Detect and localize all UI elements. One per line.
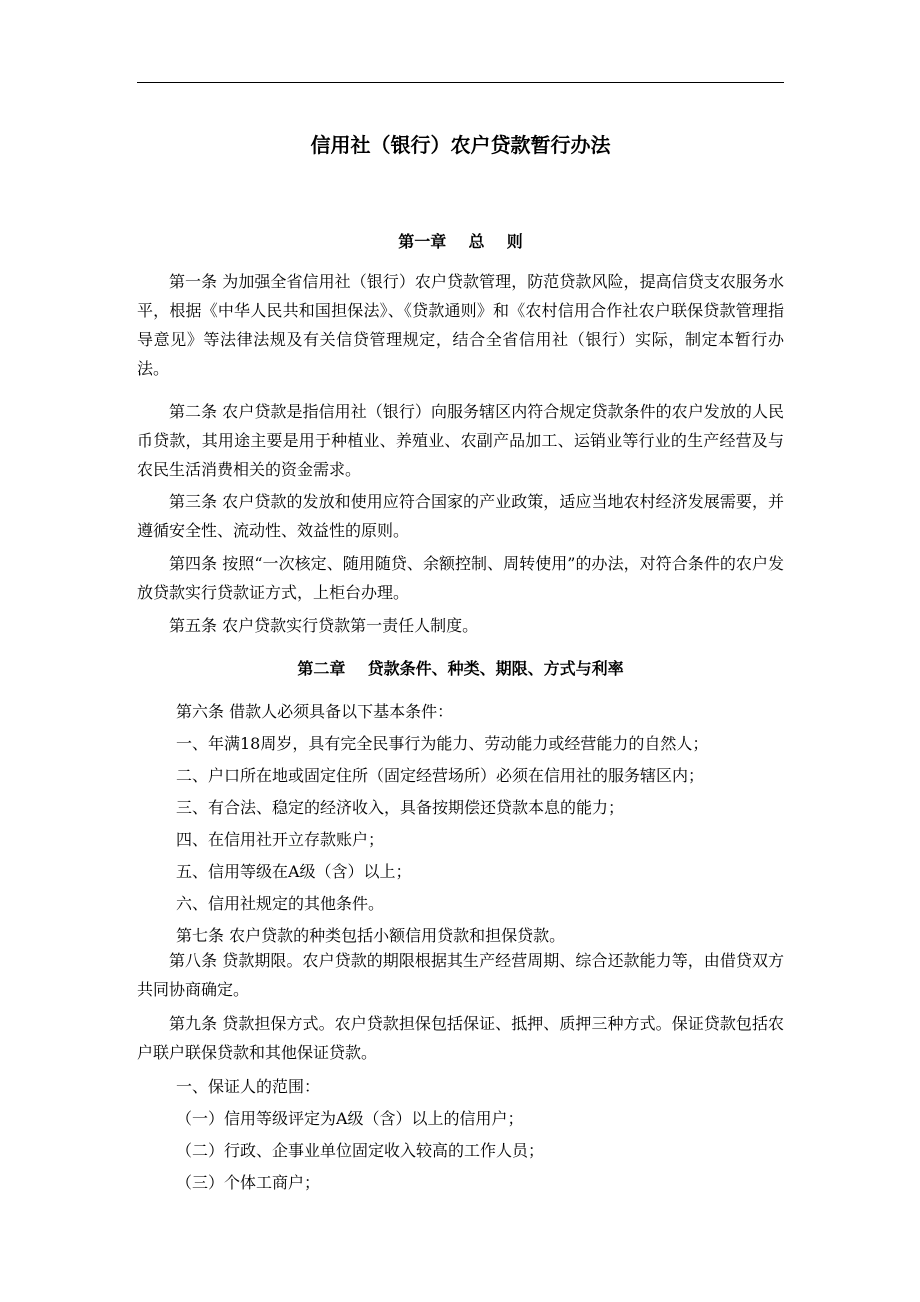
chapter-heading-2: 第二章 贷款条件、种类、期限、方式与利率: [297, 659, 624, 678]
guarantor-item: （一）信用等级评定为A级（含）以上的信用户；: [176, 1109, 524, 1128]
article-1: 第一条 为加强全省信用社（银行）农户贷款管理，防范贷款风险，提高信贷支农服务水平，根据《中华人民共和国担保法》、《贷款通则》和《农村信用合作社农户联保贷款管理指导意见》等法律法规及有关信贷管理规定，结合全省信用社（银行）实际，制定本暂行办法。: [137, 272, 784, 378]
chapter-heading-1: 第一章 总 则: [398, 232, 523, 251]
header-rule: [137, 82, 784, 83]
article-2: 第二条 农户贷款是指信用社（银行）向服务辖区内符合规定贷款条件的农户发放的人民币贷款，其用途主要是用于种植业、养殖业、农副产品加工、运销业等行业的生产经营及与农民生活消费相关的资金需求。: [137, 402, 784, 479]
condition-item: 三、有合法、稳定的经济收入，具备按期偿还贷款本息的能力；: [176, 798, 625, 817]
article-7: 第七条 农户贷款的种类包括小额信用贷款和担保贷款。: [176, 926, 566, 945]
guarantor-item: （二）行政、企事业单位固定收入较高的工作人员；: [176, 1141, 545, 1160]
condition-item: 五、信用等级在A级（含）以上；: [176, 862, 412, 881]
article-5: 第五条 农户贷款实行贷款第一责任人制度。: [169, 616, 479, 635]
article-6: 第六条 借款人必须具备以下基本条件：: [176, 702, 454, 721]
document-title: 信用社（银行）农户贷款暂行办法: [310, 133, 611, 157]
condition-item: 二、户口所在地或固定住所（固定经营场所）必须在信用社的服务辖区内；: [176, 766, 705, 785]
article-8: 第八条 贷款期限。农户贷款的期限根据其生产经营周期、综合还款能力等，由借贷双方共同协商确定。: [137, 951, 784, 999]
article-3: 第三条 农户贷款的发放和使用应符合国家的产业政策，适应当地农村经济发展需要，并遵循安全性、流动性、效益性的原则。: [137, 492, 784, 540]
guarantor-item: （三）个体工商户；: [176, 1173, 321, 1192]
article-9: 第九条 贷款担保方式。农户贷款担保包括保证、抵押、质押三种方式。保证贷款包括农户联户联保贷款和其他保证贷款。: [137, 1014, 784, 1062]
condition-item: 一、年满18周岁，具有完全民事行为能力、劳动能力或经营能力的自然人；: [176, 734, 709, 753]
article-4: 第四条 按照“一次核定、随用随贷、余额控制、周转使用”的办法，对符合条件的农户发放贷款实行贷款证方式，上柜台办理。: [137, 554, 784, 602]
condition-item: 四、在信用社开立存款账户；: [176, 830, 385, 849]
guarantor-heading: 一、保证人的范围：: [176, 1077, 321, 1096]
condition-item: 六、信用社规定的其他条件。: [176, 894, 385, 913]
